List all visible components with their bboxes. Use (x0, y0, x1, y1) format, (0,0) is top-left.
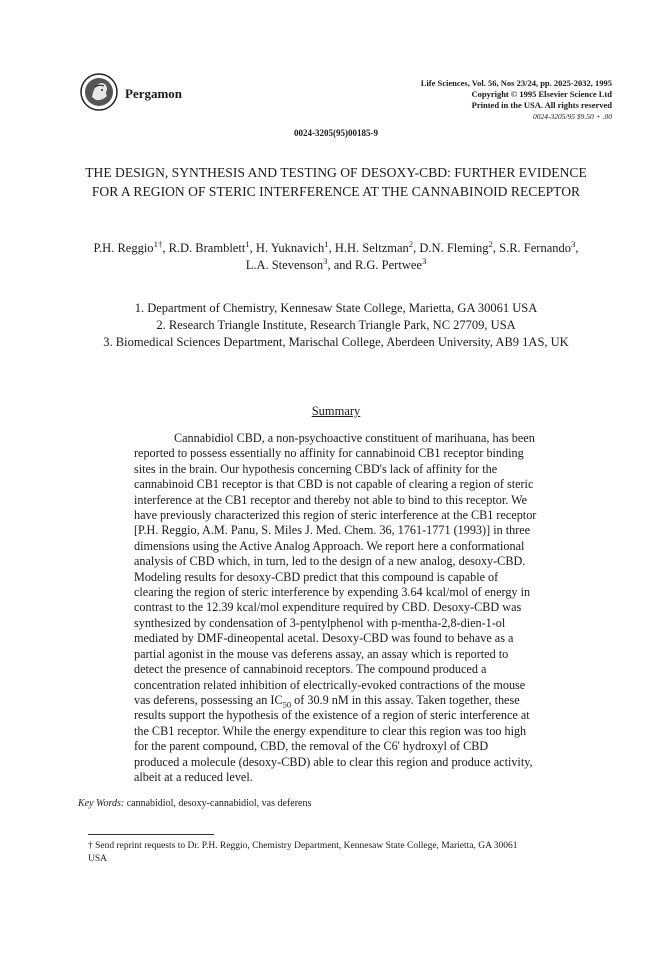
document-identifier: 0024-3205(95)00185-9 (294, 128, 378, 138)
affiliation: 2. Research Triangle Institute, Research Triangle Park, NC 27709, USA (156, 318, 516, 332)
title-line-2: FOR A REGION OF STERIC INTERFERENCE AT THE CANNABINOID RECEPTOR (91, 184, 581, 199)
author-name: R.G. Pertwee (354, 258, 422, 272)
affiliation-list (40, 300, 632, 351)
author-name: R.D. Bramblett (168, 241, 246, 255)
pergamon-logo (80, 73, 118, 111)
abstract-line: the CB1 receptor. While the energy expenditure to clear this region was too high (134, 723, 527, 738)
paper-title (70, 163, 602, 201)
abstract-line: albeit at a reduced level. (134, 769, 253, 784)
summary-heading: Summary (311, 404, 361, 418)
abstract-line: detect the presence of cannabinoid receptors. The compound produced a (134, 662, 487, 677)
keywords-text: cannabidiol, desoxy-cannabidiol, vas deferens (126, 798, 312, 809)
keywords-label: Key Words: (78, 798, 125, 809)
keywords (78, 798, 311, 809)
author-name: H. Yuknavich (255, 241, 325, 255)
author-name: S.R. Fernando (499, 241, 572, 255)
copyright-line: Copyright © 1995 Elsevier Science Ltd (471, 89, 612, 99)
abstract-line: clearing the region of steric interference by expending 3.64 kcal/mol of energy in (134, 585, 531, 600)
ic50-subscript: 50 (282, 699, 292, 710)
abstract-line: contrast to the 12.39 kcal/mol expenditure required by CBD. Desoxy-CBD was (134, 600, 522, 615)
footnote-divider (88, 834, 214, 835)
abstract-line: sites in the brain. Our hypothesis concerning CBD's lack of affinity for the (134, 461, 498, 476)
author-list (50, 240, 622, 274)
author-name: H.H. Seltzman (334, 241, 409, 255)
author-affiliation-marker: 3 (421, 255, 427, 266)
abstract-body (134, 431, 571, 785)
abstract-line: produced a molecule (desoxy-CBD) able to clear this region and produce activity, (134, 754, 533, 769)
abstract-line: results support the hypothesis of the existence of a region of steric interference at (134, 708, 530, 723)
author-affiliation-marker: 2 (408, 238, 414, 249)
author-affiliation-marker: 3 (323, 255, 328, 266)
author-name: L.A. Stevenson (245, 258, 324, 272)
abstract-line: interference at the CB1 receptor and thereby not able to bind to this receptor. We (134, 492, 528, 507)
abstract-line: reported to possess essentially no affinity for cannabinoid CB1 receptor binding (134, 446, 524, 461)
ic50-text-after: of 30.9 nM in this assay. Taken together, these (291, 692, 520, 707)
journal-header (421, 78, 612, 122)
author-affiliation-marker: 3 (571, 238, 576, 249)
title-line-1: THE DESIGN, SYNTHESIS AND TESTING OF DESOXY-CBD: FURTHER EVIDENCE (85, 165, 587, 180)
abstract-line: [P.H. Reggio, A.M. Panu, S. Miles J. Med. Chem. 36, 1761-1771 (1993)] in three (134, 523, 531, 538)
rights-line: Printed in the USA. All rights reserved (471, 100, 612, 110)
abstract-line: synthesized by condensation of 3-pentylphenol with p-mentha-2,8-dien-1-ol (134, 615, 506, 630)
abstract-line: concentration related inhibition of electrically-evoked contractions of the mouse (134, 677, 526, 692)
footnote-line-2: USA (88, 854, 108, 864)
footnote-line-1: † Send reprint requests to Dr. P.H. Reggio, Chemistry Department, Kennesaw State College, Marietta, GA 30061 (88, 841, 518, 851)
abstract-line: dimensions using the Active Analog Approach. We report here a conformational (134, 538, 525, 553)
footnote (88, 840, 608, 866)
abstract-line: cannabinoid CB1 receptor is that CBD is not capable of clearing a region of steric (134, 477, 534, 492)
affiliation: 1. Department of Chemistry, Kennesaw State College, Marietta, GA 30061 USA (134, 301, 538, 315)
abstract-line: Cannabidiol CBD, a non-psychoactive constituent of marihuana, has been (174, 431, 535, 445)
author-line-2: L.A. Stevenson$^3$, and R.G. Pertwee$^3$ (245, 255, 427, 272)
abstract-line: for the parent compound, CBD, the removal of the C6' hydroxyl of CBD (134, 739, 489, 754)
abstract-line: partial agonist in the mouse vas deferens assay, an assay which is reported to (134, 646, 509, 661)
author-line-1: P.H. Reggio$^{1\dagger}$, R.D. Bramblett$^1$, H. Yuknavich$^1$, H.H. Seltzman$^2$, D.N. Fleming$^2$, S.R. Fernando$^3$, (93, 238, 579, 255)
author-name: D.N. Fleming (419, 241, 489, 255)
author-affiliation-marker: 1 (245, 238, 250, 249)
author-affiliation-marker: 1† (153, 238, 163, 249)
abstract-line: mediated by DMF-dineopental acetal. Desoxy-CBD was found to behave as a (134, 631, 514, 646)
author-affiliation-marker: 1 (324, 238, 329, 249)
author-affiliation-marker: 2 (488, 238, 493, 249)
author-name: P.H. Reggio (93, 241, 154, 255)
affiliation: 3. Biomedical Sciences Department, Marischal College, Aberdeen University, AB9 1AS, UK (103, 335, 569, 349)
abstract-line: Modeling results for desoxy-CBD predict that this compound is capable of (134, 569, 499, 584)
abstract-line: have previously characterized this region of steric interference at the CB1 receptor (134, 508, 537, 523)
abstract-line: analysis of CBD which, in turn, led to the design of a new analog, desoxy-CBD. (134, 554, 526, 569)
publisher-name: Pergamon (125, 86, 183, 101)
abstract-line-ic50 (134, 693, 571, 708)
journal-citation: Life Sciences, Vol. 56, Nos 23/24, pp. 2025-2032, 1995 (420, 78, 612, 88)
ic50-text-before: vas deferens, possessing an IC (134, 692, 283, 707)
issn-line: 0024-3205/95 $9.50 + .00 (532, 112, 612, 121)
